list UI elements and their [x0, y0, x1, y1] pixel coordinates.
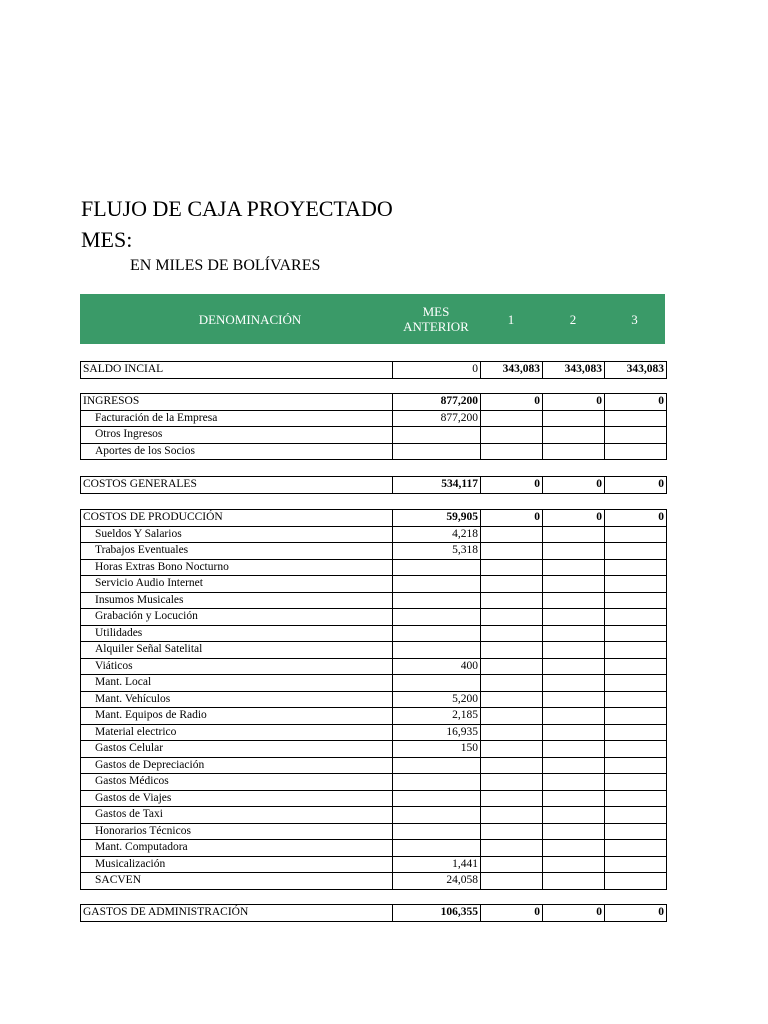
- table-row: [81, 410, 667, 427]
- cell-col-1: [481, 576, 543, 593]
- cell-col-3: 343,083: [605, 362, 667, 379]
- row-label: Gastos de Taxi: [81, 807, 393, 824]
- cell-col-2: [543, 427, 605, 444]
- row-label: Honorarios Técnicos: [81, 823, 393, 840]
- cell-col-3: [605, 427, 667, 444]
- cell-col-2: 343,083: [543, 362, 605, 379]
- cell-col-2: 0: [543, 394, 605, 411]
- cell-col-1: [481, 708, 543, 725]
- cell-col-2: [543, 774, 605, 791]
- cell-mes-anterior: 5,200: [393, 691, 481, 708]
- table-row: [81, 642, 667, 659]
- header-mes-anterior: [392, 294, 480, 344]
- cell-mes-anterior: 5,318: [393, 543, 481, 560]
- cell-col-3: [605, 708, 667, 725]
- cell-col-1: [481, 427, 543, 444]
- cell-col-3: 0: [605, 477, 667, 494]
- cell-col-1: [481, 873, 543, 890]
- cell-col-3: [605, 856, 667, 873]
- cell-col-2: 0: [543, 510, 605, 527]
- table-row: [81, 543, 667, 560]
- cell-mes-anterior: [393, 427, 481, 444]
- cell-col-1: [481, 856, 543, 873]
- table-row: [81, 840, 667, 857]
- cell-col-2: [543, 724, 605, 741]
- table-row: [81, 856, 667, 873]
- row-label: Otros Ingresos: [81, 427, 393, 444]
- row-label: Viáticos: [81, 658, 393, 675]
- cell-col-3: [605, 410, 667, 427]
- cell-mes-anterior: 400: [393, 658, 481, 675]
- cell-mes-anterior: 2,185: [393, 708, 481, 725]
- cell-mes-anterior: [393, 592, 481, 609]
- table-row: [81, 873, 667, 890]
- cell-col-1: [481, 790, 543, 807]
- row-label: COSTOS GENERALES: [81, 477, 393, 494]
- saldo-table: [80, 361, 667, 379]
- cell-col-2: [543, 526, 605, 543]
- cell-col-3: [605, 840, 667, 857]
- cell-col-1: 0: [481, 905, 543, 922]
- cell-col-1: [481, 609, 543, 626]
- row-label: Trabajos Eventuales: [81, 543, 393, 560]
- cell-col-1: [481, 807, 543, 824]
- cell-mes-anterior: [393, 576, 481, 593]
- cell-mes-anterior: [393, 840, 481, 857]
- cell-col-1: [481, 592, 543, 609]
- cell-col-2: [543, 873, 605, 890]
- cell-col-3: 0: [605, 394, 667, 411]
- row-label: Sueldos Y Salarios: [81, 526, 393, 543]
- cell-col-3: [605, 543, 667, 560]
- header-mes-anterior-line1: MES: [422, 304, 450, 319]
- table-row: [81, 675, 667, 692]
- row-label: SACVEN: [81, 873, 393, 890]
- cell-mes-anterior: [393, 757, 481, 774]
- table-row: [81, 609, 667, 626]
- row-label: Mant. Computadora: [81, 840, 393, 857]
- cell-mes-anterior: [393, 790, 481, 807]
- cell-mes-anterior: 59,905: [393, 510, 481, 527]
- header-denominacion: DENOMINACIÓN: [198, 311, 302, 327]
- row-label: Mant. Local: [81, 675, 393, 692]
- cell-col-2: [543, 609, 605, 626]
- cell-mes-anterior: 877,200: [393, 394, 481, 411]
- cell-col-2: 0: [543, 477, 605, 494]
- table-row: [81, 526, 667, 543]
- cell-mes-anterior: [393, 642, 481, 659]
- cell-col-3: [605, 675, 667, 692]
- cell-col-3: [605, 724, 667, 741]
- cell-mes-anterior: [393, 774, 481, 791]
- cell-mes-anterior: [393, 559, 481, 576]
- cell-col-1: [481, 823, 543, 840]
- row-label: Gastos Celular: [81, 741, 393, 758]
- ingresos-items: [81, 410, 667, 460]
- cell-col-1: 0: [481, 394, 543, 411]
- cell-mes-anterior: [393, 625, 481, 642]
- gastos-admin-table: [80, 904, 667, 922]
- cell-mes-anterior: [393, 807, 481, 824]
- header-col-1: 1: [507, 311, 515, 327]
- cell-col-2: [543, 856, 605, 873]
- cell-col-3: [605, 642, 667, 659]
- table-row: [81, 510, 667, 527]
- row-label: Servicio Audio Internet: [81, 576, 393, 593]
- cell-mes-anterior: [393, 823, 481, 840]
- cell-mes-anterior: [393, 609, 481, 626]
- row-label: SALDO INCIAL: [81, 362, 393, 379]
- cell-col-2: [543, 625, 605, 642]
- cell-col-3: [605, 443, 667, 460]
- table-row: [81, 394, 667, 411]
- cell-mes-anterior: 1,441: [393, 856, 481, 873]
- row-label: Utilidades: [81, 625, 393, 642]
- table-row: [81, 823, 667, 840]
- table-row: [81, 576, 667, 593]
- cell-col-3: [605, 576, 667, 593]
- cell-col-1: 0: [481, 477, 543, 494]
- row-label: GASTOS DE ADMINISTRACIÓN: [81, 905, 393, 922]
- cell-col-1: 343,083: [481, 362, 543, 379]
- cell-col-3: [605, 592, 667, 609]
- cell-col-2: [543, 675, 605, 692]
- cell-col-2: [543, 790, 605, 807]
- row-label: Gastos de Depreciación: [81, 757, 393, 774]
- cell-mes-anterior: 16,935: [393, 724, 481, 741]
- header-mes-anterior-line2: ANTERIOR: [403, 319, 469, 334]
- cell-mes-anterior: 534,117: [393, 477, 481, 494]
- row-label: COSTOS DE PRODUCCIÓN: [81, 510, 393, 527]
- cell-col-2: [543, 691, 605, 708]
- table-row: [81, 691, 667, 708]
- row-label: Mant. Vehículos: [81, 691, 393, 708]
- row-label: Horas Extras Bono Nocturno: [81, 559, 393, 576]
- cell-col-2: [543, 410, 605, 427]
- ingresos-table: [80, 393, 667, 460]
- cell-mes-anterior: 4,218: [393, 526, 481, 543]
- cell-col-2: [543, 559, 605, 576]
- cell-col-1: 0: [481, 510, 543, 527]
- cell-col-3: [605, 757, 667, 774]
- cell-col-3: 0: [605, 510, 667, 527]
- cell-col-1: [481, 840, 543, 857]
- table-header: [80, 294, 665, 344]
- cell-col-1: [481, 774, 543, 791]
- cell-col-2: [543, 576, 605, 593]
- cell-col-3: 0: [605, 905, 667, 922]
- cell-col-3: [605, 807, 667, 824]
- cell-mes-anterior: 24,058: [393, 873, 481, 890]
- costos-generales-table: [80, 476, 667, 494]
- costos-produccion-table: [80, 509, 667, 890]
- cell-mes-anterior: [393, 443, 481, 460]
- row-label: Material electrico: [81, 724, 393, 741]
- header-col-2: 2: [569, 311, 577, 327]
- cell-col-3: [605, 559, 667, 576]
- cell-col-2: 0: [543, 905, 605, 922]
- cell-col-1: [481, 741, 543, 758]
- cell-col-1: [481, 443, 543, 460]
- cell-col-2: [543, 592, 605, 609]
- cell-mes-anterior: [393, 675, 481, 692]
- row-label: Musicalización: [81, 856, 393, 873]
- table-row: [81, 741, 667, 758]
- row-label: Aportes de los Socios: [81, 443, 393, 460]
- table-row: [81, 807, 667, 824]
- table-row: [81, 477, 667, 494]
- row-label: Grabación y Locución: [81, 609, 393, 626]
- mes-label: MES:: [81, 227, 133, 252]
- cell-col-1: [481, 691, 543, 708]
- cell-col-2: [543, 642, 605, 659]
- table-row: [81, 724, 667, 741]
- table-row: [81, 625, 667, 642]
- cell-col-1: [481, 526, 543, 543]
- cell-col-1: [481, 559, 543, 576]
- table-row: [81, 905, 667, 922]
- cell-col-1: [481, 625, 543, 642]
- row-label: Insumos Musicales: [81, 592, 393, 609]
- cell-col-1: [481, 757, 543, 774]
- table-row: [81, 774, 667, 791]
- cell-col-2: [543, 708, 605, 725]
- table-row: [81, 658, 667, 675]
- cell-col-3: [605, 823, 667, 840]
- cell-col-2: [543, 823, 605, 840]
- cell-mes-anterior: 0: [393, 362, 481, 379]
- cell-col-3: [605, 790, 667, 807]
- row-label: Gastos Médicos: [81, 774, 393, 791]
- cell-col-1: [481, 543, 543, 560]
- cell-col-2: [543, 807, 605, 824]
- document-subtitle: EN MILES DE BOLÍVARES: [130, 257, 321, 274]
- cell-col-2: [543, 840, 605, 857]
- row-label: Gastos de Viajes: [81, 790, 393, 807]
- cell-col-1: [481, 675, 543, 692]
- row-label: Mant. Equipos de Radio: [81, 708, 393, 725]
- cell-col-3: [605, 873, 667, 890]
- table-row: [81, 708, 667, 725]
- document-title: FLUJO DE CAJA PROYECTADO: [81, 196, 393, 221]
- cell-col-3: [605, 741, 667, 758]
- table-row: [81, 362, 667, 379]
- table-row: [81, 592, 667, 609]
- cell-col-3: [605, 526, 667, 543]
- cell-col-1: [481, 658, 543, 675]
- row-label: INGRESOS: [81, 394, 393, 411]
- row-label: Alquiler Señal Satelital: [81, 642, 393, 659]
- cell-col-2: [543, 543, 605, 560]
- table-row: [81, 443, 667, 460]
- cell-mes-anterior: 877,200: [393, 410, 481, 427]
- row-label: Facturación de la Empresa: [81, 410, 393, 427]
- cell-col-3: [605, 774, 667, 791]
- cell-col-3: [605, 658, 667, 675]
- table-row: [81, 790, 667, 807]
- cell-col-3: [605, 625, 667, 642]
- cell-col-3: [605, 691, 667, 708]
- costos-produccion-items: [81, 526, 667, 889]
- cell-col-2: [543, 741, 605, 758]
- cell-col-2: [543, 658, 605, 675]
- table-row: [81, 559, 667, 576]
- cell-col-2: [543, 757, 605, 774]
- table-row: [81, 427, 667, 444]
- table-row: [81, 757, 667, 774]
- cell-mes-anterior: 150: [393, 741, 481, 758]
- cell-col-2: [543, 443, 605, 460]
- cell-mes-anterior: 106,355: [393, 905, 481, 922]
- header-col-3: 3: [631, 311, 638, 327]
- cell-col-1: [481, 642, 543, 659]
- cell-col-3: [605, 609, 667, 626]
- cell-col-1: [481, 410, 543, 427]
- cell-col-1: [481, 724, 543, 741]
